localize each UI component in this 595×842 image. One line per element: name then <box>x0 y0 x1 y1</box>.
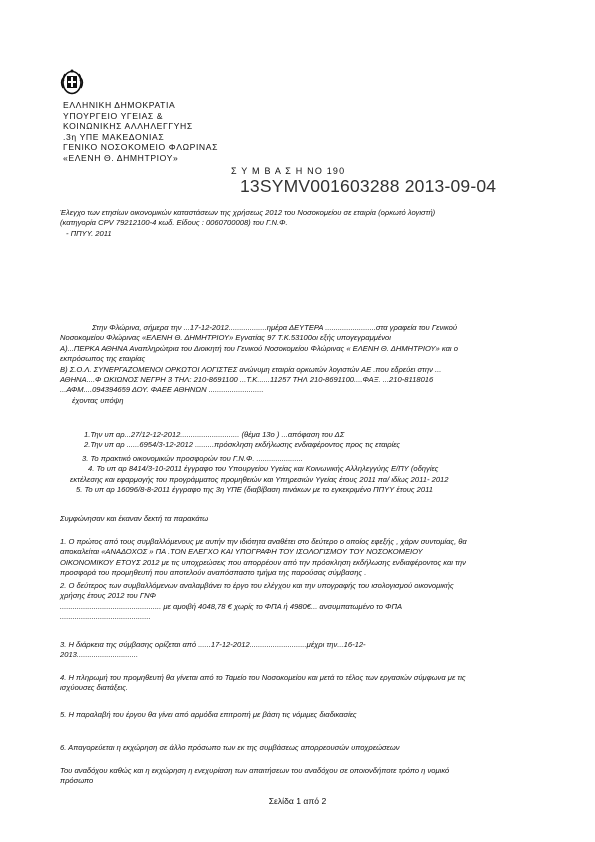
closing-line: πρόσωπο <box>60 776 94 786</box>
clause-line: 1. Ο πρώτος από τους συμβαλλόμενους με αυτήν την ιδιότητα αναθέτει στο δεύτερο ο οποίος εφεξής , χάριν συντομίας, θα <box>60 537 467 546</box>
clause-1 <box>60 537 523 579</box>
intro-line: Νοσοκομείου Φλώρινας «ΕΛΕΝΗ Θ. ΔΗΜΗΤΡΙΟΥ» Εγνατίας 97 Τ.Κ.53100οι εξής υπογεγραμμένοι <box>60 333 391 343</box>
header-line: ΥΠΟΥΡΓΕΙΟ ΥΓΕΙΑΣ & <box>63 110 164 121</box>
consideration-item: 5. Το υπ αρ 16096/8-8-2011 έγγραφο της 3η ΥΠΕ (διαβίβαση πινάκων με το εγκεκριμένο ΠΠΥΥ έτους 2011 <box>76 485 434 495</box>
clause-2 <box>60 581 523 623</box>
clause-line: χρήσης έτους 2012 του ΓΝΦ <box>60 591 156 601</box>
clause-line: αποκαλείται «ΑΝΑΔΟΧΟΣ » ΠΑ .ΤΟΝ ΕΛΕΓΧΟ ΚΑΙ ΥΠΟΓΡΑΦΗ ΤΟΥ ΙΣΟΛΟΓΙΣΜΟΥ ΤΟΥ ΝΟΣΟΚΟΜΕΙΟΥ <box>60 547 423 557</box>
clause-3 <box>60 640 523 661</box>
clause-line: προσφορά του προμηθευτή που αποτελούν αναπόσπαστο τμήμα της παρούσας σύμβασης . <box>60 568 367 578</box>
intro-line: έχοντας υπόψη <box>72 395 124 405</box>
intro-line: εκπρόσωπος της εταιρίας <box>60 354 146 364</box>
clause-line: 2. Ο δεύτερος των συμβαλλόμενων αναλαμβάνει το έργο του ελέγχου και την υπογραφής του ισολογισμού οικονομικής <box>60 581 454 590</box>
clause-5: 5. Η παραλαβή του έργου θα γίνει από αρμόδια επιτροπή με βάση τις νόμιμες διαδικασίες <box>60 710 357 719</box>
clause-line: 2013............................. <box>60 650 139 660</box>
clause-line: ΟΙΚΟΝΟΜΙΚΟΥ ΕΤΟΥΣ 2012 με τις υποχρεώσεις που απορρέουν από την πρόσκληση εκδήλωσης ενδιαφέροντος και την <box>60 557 466 567</box>
header-line: .3η ΥΠΕ ΜΑΚΕΔΟΝΙΑΣ <box>63 131 165 142</box>
consideration-item: 4. Το υπ αρ 8414/3-10-2011 έγγραφο του Υπουργείου Υγείας και Κοινωνικής Αλληλεγγύης Ε/ΠΥ (οδηγίες <box>88 464 439 474</box>
clause-line: ισχύουσες διατάξεις. <box>60 683 129 693</box>
header-line: ΓΕΝΙΚΟ ΝΟΣΟΚΟΜΕΙΟ ΦΛΩΡΙΝΑΣ <box>63 142 218 153</box>
header-line: ΕΛΛΗΝΙΚΗ ΔΗΜΟΚΡΑΤΙΑ <box>63 100 176 110</box>
clause-line: ........................................... <box>60 612 151 622</box>
subject-line: (κατηγορία CPV 79212100-4 κωδ. Είδους : 0060700008) του Γ.Ν.Φ. <box>60 218 288 228</box>
subject-line: - ΠΠΥΥ. 2011 <box>66 228 112 238</box>
page-number: Σελίδα 1 από 2 <box>268 796 327 806</box>
contract-number: Σ Υ Μ Β Α Σ Η ΝΟ 190 <box>231 166 346 176</box>
agreement-statement: Συμφώνησαν και έκαναν δεκτή τα παρακάτω <box>60 514 209 523</box>
intro-section <box>60 323 523 406</box>
contract-body <box>60 0 523 842</box>
consideration-item: 2.Την υπ αρ ......6954/3-12-2012 .........πρόσκληση εκδήλωσης ενδιαφέροντος προς τις εταιρίες <box>84 440 401 450</box>
intro-line: Στην Φλώρινα, σήμερα την ...17-12-2012..................ημέρα ΔΕΥΤΕΡΑ ........................στα γραφεία του Γενικού <box>92 323 458 332</box>
clause-6: 6. Απαγορεύεται η εκχώρηση σε άλλο πρόσωπο των εκ της συμβάσεως απορρεουσών υποχρεώσεων <box>60 743 400 752</box>
intro-line: Α)...ΠΕΡΚΑ ΑΘΗΝΑ Αναπληρώτρια του Διοικητή του Γενικού Νοσοκομείου Φλώρινας « ΕΛΕΝΗ Θ. ΔΗΜΗΤΡΙΟΥ» και ο <box>60 343 458 353</box>
consideration-item: 3. Το πρακτικό οικονομικών προσφορών του Γ.Ν.Φ. ...................... <box>82 453 303 463</box>
consideration-item: 1.Την υπ αρ...27/12-12-2012............................ (θέμα 13ο ) ...απόφαση του ΔΣ <box>84 430 345 439</box>
intro-line: ΑΘΗΝΑ....Φ ΩΚΙΩΝΟΣ ΝΕΓΡΗ 3 ΤΗΛ: 210-8691100 ...Τ.Κ......11257 ΤΗΛ 210-8691100....ΦΑΞ. ...210-8118016 <box>60 375 434 385</box>
clause-4 <box>60 673 523 694</box>
ada-code: 13SYMV001603288 2013-09-04 <box>240 176 497 196</box>
closing-paragraph <box>60 766 523 787</box>
intro-line: Β) Σ.Ο.Λ. ΣΥΝΕΡΓΑΖΟΜΕΝΟΙ ΟΡΚΩΤΟΙ ΛΟΓΙΣΤΕΣ ανώνυμη εταιρία ορκωτών λογιστών ΑΕ .που εδρεύει στην ... <box>60 364 442 374</box>
intro-line: ...ΑΦΜ....094394659 ΔΟΥ. ΦΑΕΕ ΑΘΗΝΩΝ .......................... <box>60 385 264 395</box>
subject-line: Έλεγχο των ετησίων οικονομικών καταστάσεων της χρήσεως 2012 του Νοσοκομείου σε εταιρία (ορκωτό λογιστή) <box>60 208 436 217</box>
clause-line: ................................................ με αμοιβή 4048,78 € χωρίς το ΦΠΑ ή 4980€... ανσυμπατωμένο το ΦΠΑ <box>60 601 403 611</box>
header-line: ΚΟΙΝΩΝΙΚΗΣ ΑΛΛΗΛΕΓΓΥΗΣ <box>63 121 193 132</box>
clause-line: 4. Η πληρωμή του προμηθευτή θα γίνεται από το Ταμείο του Νοσοκομείου και μετά το τέλος των εργασιών σύμφωνα με τις <box>60 673 466 682</box>
closing-line: Του αναδόχου καθώς και η εκχώρηση η ενεχυρίαση των απαιτήσεων του αναδόχου σε οποιονδήποτε τρόπο η νομικό <box>60 766 450 775</box>
header-line: «ΕΛΕΝΗ Θ. ΔΗΜΗΤΡΙΟΥ» <box>63 152 179 163</box>
considerations-list <box>60 430 523 495</box>
clause-line: 3. Η διάρκεια της σύμβασης ορίζεται από ......17-12-2012...........................μέχρι την...16-12- <box>60 640 366 649</box>
consideration-item: εκτέλεσης και εφαρμογής του προγράμματος προμηθειών και Υπηρεσιών Υγείας έτους 2011 πα/ ιδίως 2011- 2012 <box>70 474 449 484</box>
